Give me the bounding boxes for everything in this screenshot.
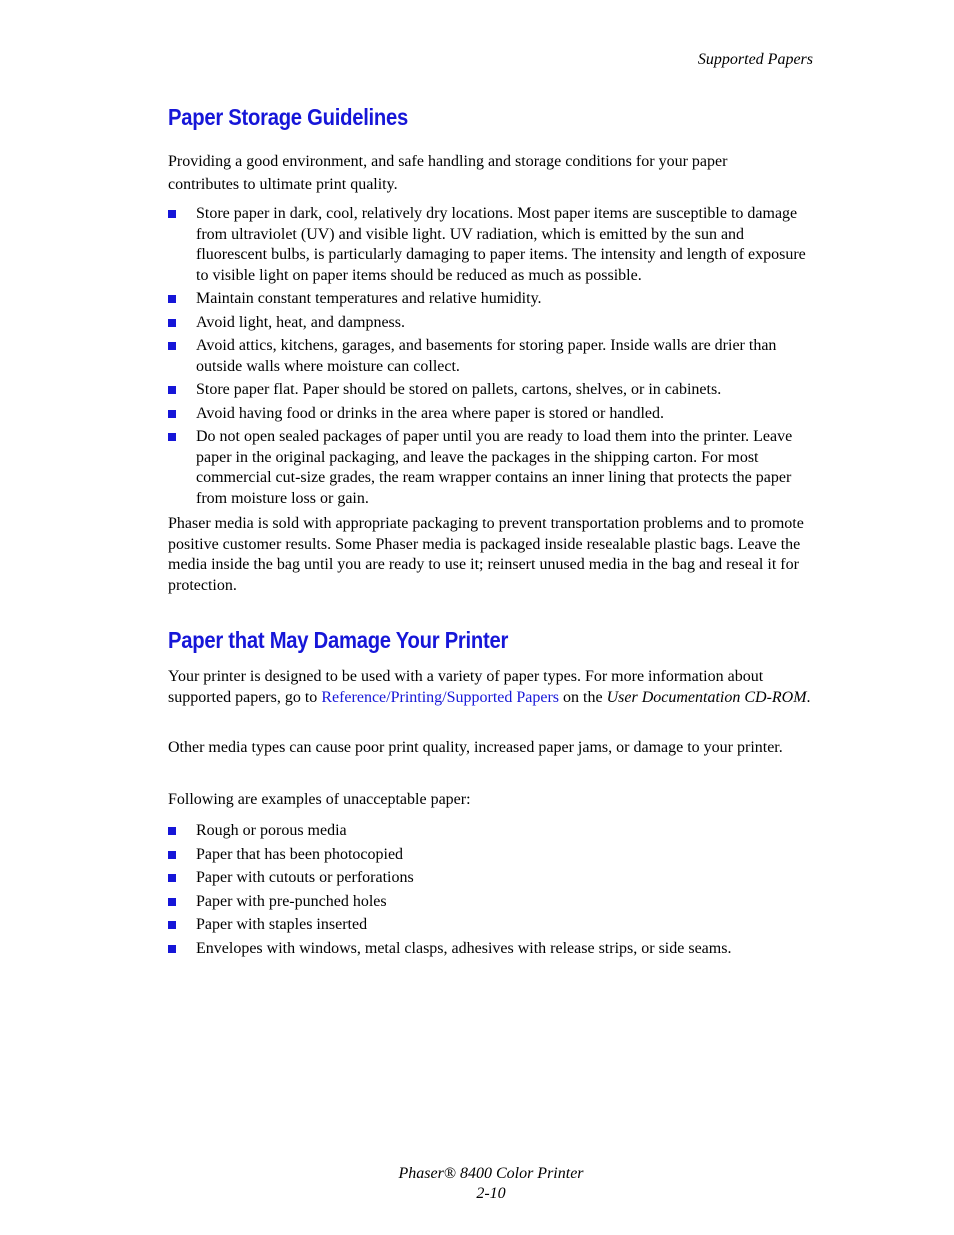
supported-papers-link[interactable]: Reference/Printing/Supported Papers [321,688,560,706]
footer-product-name: Phaser® 8400 Color Printer [398,1165,584,1182]
square-bullet-icon [168,851,176,859]
list-item [168,939,814,960]
list-item-text: Paper with cutouts or perforations [196,869,414,886]
list-item-text: Store paper in dark, cool, relatively dry locations. Most paper items are susceptible to damage from ultraviolet (UV) and visible light. UV radiation, which is emitted by the sun and fluorescent bulbs, is particularly damaging to paper items. The intensity and length of exposure to visible light on paper items should be reduced as much as possible. [196,205,806,284]
damage-paragraph-3: Following are examples of unacceptable paper: [168,791,471,808]
square-bullet-icon [168,945,176,953]
list-item-text: Avoid having food or drinks in the area where paper is stored or handled. [196,404,665,422]
square-bullet-icon [168,319,176,327]
list-item [168,404,814,425]
square-bullet-icon [168,386,176,394]
unacceptable-paper-list [168,821,814,962]
storage-closing-paragraph: Phaser media is sold with appropriate packaging to prevent transportation problems and to promote positive customer results. Some Phaser media is packaged inside resealable plastic bags. Leave the media inside the bag until you are ready to use it; reinsert unused media in the bag and reseal it for protection. [168,515,804,594]
square-bullet-icon [168,342,176,350]
square-bullet-icon [168,410,176,418]
documentation-title: User Documentation CD-ROM [606,688,807,706]
square-bullet-icon [168,921,176,929]
damage-intro-paragraph [168,667,814,708]
list-item [168,845,814,866]
list-item-text: Avoid attics, kitchens, garages, and basements for storing paper. Inside walls are drier than outside walls where moisture can collect. [196,337,777,375]
list-item [168,427,814,509]
square-bullet-icon [168,210,176,218]
section-heading-damage: Paper that May Damage Your Printer [168,627,509,653]
list-item [168,915,814,936]
square-bullet-icon [168,433,176,441]
list-item [168,380,814,401]
list-item [168,892,814,913]
list-item-text: Do not open sealed packages of paper until you are ready to load them into the printer. Leave paper in the original packaging, and leave the packages in the shipping carton. For most commercial cut-size grades, the ream wrapper contains an inner lining that protects the paper from moisture loss or gain. [196,428,793,507]
list-item-text: Avoid light, heat, and dampness. [196,313,405,331]
damage-paragraph-2: Other media types can cause poor print quality, increased paper jams, or damage to your printer. [168,739,783,756]
storage-intro-line-2: contributes to ultimate print quality. [168,176,398,193]
damage-intro-end: . [806,688,811,706]
storage-intro-line-1: Providing a good environment, and safe handling and storage conditions for your paper [168,153,728,170]
running-header: Supported Papers [697,51,813,68]
list-item-text: Rough or porous media [196,822,347,839]
list-item [168,336,814,377]
storage-bullet-list [168,204,814,512]
section-heading-storage: Paper Storage Guidelines [168,104,409,130]
square-bullet-icon [168,295,176,303]
list-item [168,821,814,842]
list-item-text: Paper with pre-punched holes [196,892,387,910]
page-footer [0,1164,954,1204]
list-item [168,204,814,286]
damage-intro-middle: on the [559,688,607,706]
square-bullet-icon [168,874,176,882]
list-item-text: Paper that has been photocopied [196,845,404,863]
list-item-text: Paper with staples inserted [196,916,368,933]
list-item-text: Store paper flat. Paper should be stored on pallets, cartons, shelves, or in cabinets. [196,381,722,398]
square-bullet-icon [168,827,176,835]
storage-intro [168,150,814,196]
list-item-text: Envelopes with windows, metal clasps, adhesives with release strips, or side seams. [196,939,732,957]
square-bullet-icon [168,898,176,906]
damage-intro-text: Your printer is designed to be used with a variety of paper types. For more information about supported papers, go to [168,668,764,706]
footer-page-number: 2-10 [476,1185,506,1202]
list-item-text: Maintain constant temperatures and relative humidity. [196,290,542,307]
list-item [168,289,814,310]
list-item [168,868,814,889]
list-item [168,313,814,334]
